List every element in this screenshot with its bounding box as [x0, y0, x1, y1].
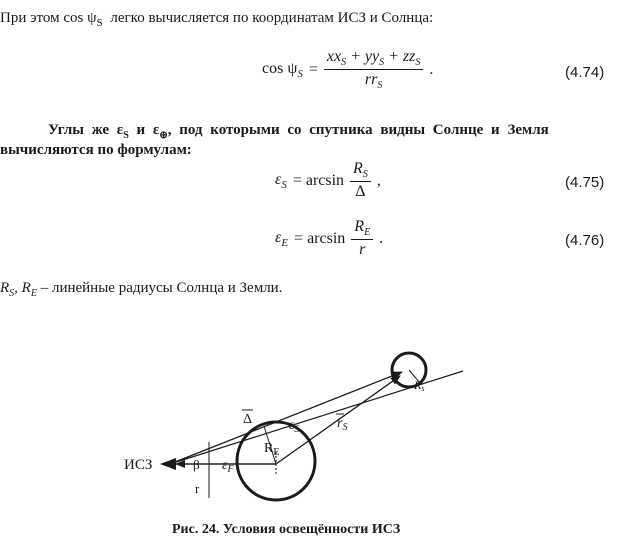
equation-4-76 [275, 218, 383, 259]
eq-474-fraction [324, 48, 423, 91]
satellite-label: ИСЗ [124, 457, 153, 473]
delta-vector [170, 372, 402, 464]
beta-label: β [193, 457, 200, 472]
angles-paragraph-line2: вычисляются по формулам: [0, 142, 192, 158]
eq-476-denominator: r [359, 241, 366, 259]
eq-474-numerator: $xx_S + yy_S + zz_S$ [324, 48, 423, 70]
eq-475-fraction [350, 160, 371, 201]
equation-number-4-74: (4.74) [565, 64, 605, 81]
intro-line [0, 10, 433, 29]
eq-476-numerator: $R_E$ [351, 218, 373, 240]
eq-476-fraction [351, 218, 373, 259]
intro-cos-sub: S [96, 17, 103, 29]
angles-tail: , под которыми со спутника видны Солнце и Земля [167, 122, 549, 138]
eq-475-denominator: Δ [355, 183, 366, 201]
eq-475-lhs-sub: S [281, 178, 287, 191]
r-label: r [195, 481, 200, 496]
delta-label: Δ [243, 412, 253, 427]
eq-476-func: = arcsin [294, 229, 346, 247]
eps-f-label: $\varepsilon_F$ [222, 458, 234, 475]
equation-number-4-76: (4.76) [565, 232, 605, 249]
eps-s-label: $\varepsilon_S$ [289, 418, 300, 435]
angles-mid: и ε [136, 122, 160, 138]
eq-475-lhs: ε [275, 170, 282, 188]
equation-4-75 [275, 160, 381, 201]
eq-474-lhs-sub: S [297, 67, 303, 80]
illumination-figure [0, 330, 624, 515]
eq-476-lhs-sub: E [281, 236, 289, 249]
radii-sentence [0, 280, 282, 299]
radii-sub-s: S [9, 288, 15, 299]
angles-paragraph-line1 [48, 122, 549, 141]
eq-474-tail: . [429, 60, 434, 78]
eq-476-lhs: ε [275, 228, 282, 246]
equation-number-4-75: (4.75) [565, 174, 605, 191]
angles-intro: Углы же ε [48, 122, 124, 138]
satellite-marker [160, 458, 176, 470]
radii-r: R [0, 280, 10, 296]
eq-475-func: = arcsin [292, 171, 345, 189]
eq-474-lhs: cos ψ [262, 59, 298, 77]
intro-cos: При этом cos ψ [0, 10, 97, 26]
figure-caption: Рис. 24. Условия освещённости ИСЗ [172, 522, 401, 537]
sun-radius-label: Rs [414, 378, 425, 393]
rs-label: $r_S$ [337, 416, 348, 433]
eq-475-tail: , [376, 171, 381, 189]
equation-4-74: $\cos \psi_S$ = $\frac{xx_S + yy_S + zz_S}{rr_S}$ . [262, 48, 434, 92]
angles-sub-s: S [123, 130, 129, 141]
re-label: $R_E$ [264, 441, 280, 458]
radii-rest: – линейные радиусы Солнца и Земли. [36, 280, 283, 296]
eq-474-denominator: $rr_S$ [364, 71, 383, 92]
radii-sep: , R [14, 280, 31, 296]
radii-sub-e: E [30, 288, 37, 299]
intro-rest: легко вычисляется по координатам ИСЗ и Солнца: [110, 10, 434, 26]
eq-475-numerator: $R_S$ [350, 160, 371, 182]
eq-476-tail: . [379, 229, 384, 247]
angles-sub-earth: ⊕ [159, 130, 168, 141]
